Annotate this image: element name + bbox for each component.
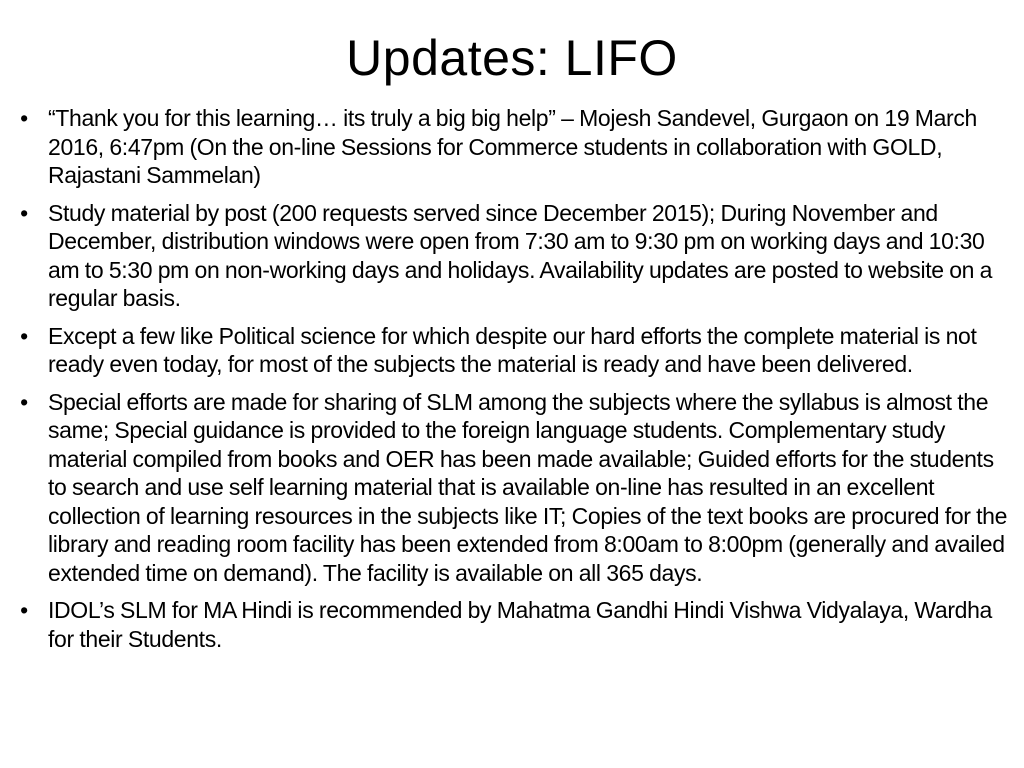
bullet-item-testimonial — [14, 104, 1010, 190]
bullet-text: “Thank you for this learning… its truly a big big help” – Mojesh Sandevel, Gurgaon on 19 March 2016, 6:47pm (On the on-line Sessions for Commerce students in collaboration with GOLD, Rajastani Sammelan) — [48, 105, 977, 188]
bullet-dot-icon: • — [20, 199, 28, 226]
bullet-text: Except a few like Political science for which despite our hard efforts the complete material is not ready even today, for most of the subjects the material is ready and have been delivered. — [48, 322, 977, 377]
bullet-dot-icon: • — [20, 597, 28, 623]
bullet-text: Study material by post (200 requests served since December 2015); During November and December, distribution windows were open from 7:30 am to 9:30 pm on working days and 10:30 am to 5:30 pm on non-working days and holidays. Availability updates are posted to website on a regular basis. — [48, 199, 993, 311]
bullet-list — [14, 104, 1010, 662]
bullet-item-material-readiness — [14, 322, 1010, 379]
slide-title: Updates: LIFO — [346, 30, 678, 86]
bullet-item-special-efforts — [14, 388, 1010, 588]
bullet-dot-icon: • — [20, 105, 28, 131]
bullet-dot-icon: • — [20, 322, 28, 349]
bullet-text: IDOL’s SLM for MA Hindi is recommended by Mahatma Gandhi Hindi Vishwa Vidyalaya, Wardha for their Students. — [48, 597, 992, 652]
bullet-item-study-material-post — [14, 199, 1010, 313]
bullet-item-ma-hindi — [14, 596, 1010, 653]
bullet-dot-icon: • — [20, 388, 28, 415]
bullet-text: Special efforts are made for sharing of SLM among the subjects where the syllabus is almost the same; Special guidance is provided to the foreign language students. Complementary study material compiled from books and OER has been made available; Guided efforts for the students to search and use self learning material that is available on-line has resulted in an excellent collection of learning resources in the subjects like IT; Copies of the text books are procured for the library and reading room facility has been extended from 8:00am to 8:00pm (generally and availed extended time on demand). The facility is available on all 365 days. — [48, 388, 1008, 586]
